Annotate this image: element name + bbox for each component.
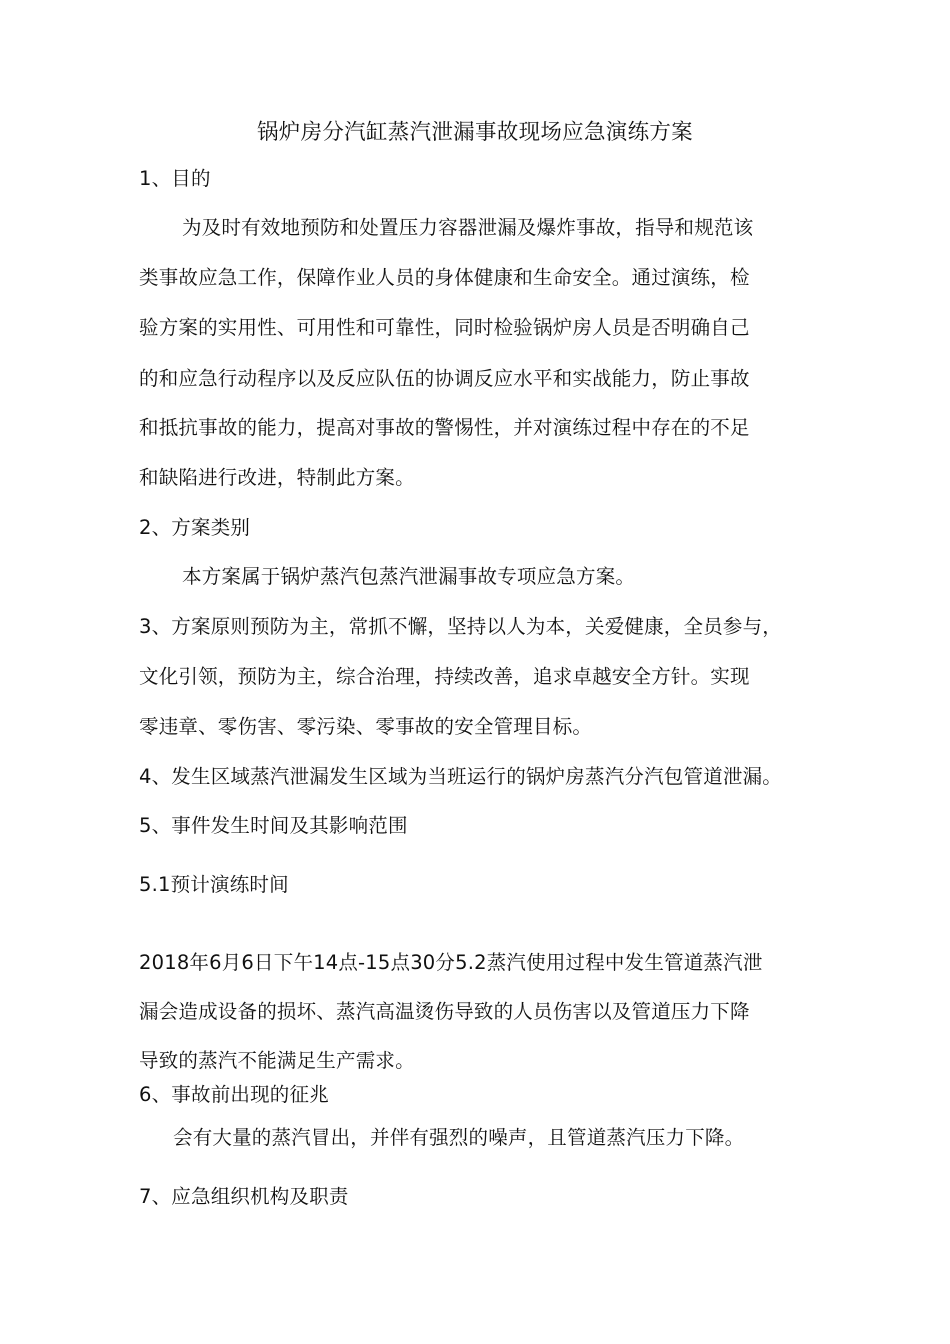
document-title: 锅炉房分汽缸蒸汽泄漏事故现场应急演练方案 bbox=[256, 120, 693, 145]
paragraph-line: 零违章、零伤害、零污染、零事故的安全管理目标。 bbox=[139, 715, 593, 738]
section-2-heading: 2、方案类别 bbox=[139, 516, 251, 539]
paragraph-line: 2018年6月6日下午14点-15点30分5.2蒸汽使用过程中发生管道蒸汽泄 bbox=[139, 951, 763, 974]
section-1-heading: 1、目的 bbox=[139, 167, 211, 190]
paragraph-line: 为及时有效地预防和处置压力容器泄漏及爆炸事故，指导和规范该 bbox=[182, 216, 754, 239]
section-7-heading: 7、应急组织机构及职责 bbox=[139, 1185, 349, 1208]
paragraph-line: 验方案的实用性、可用性和可靠性，同时检验锅炉房人员是否明确自己 bbox=[139, 316, 750, 339]
paragraph-line: 的和应急行动程序以及反应队伍的协调反应水平和实战能力，防止事故 bbox=[139, 367, 750, 390]
paragraph-line: 文化引领，预防为主，综合治理，持续改善，追求卓越安全方针。实现 bbox=[139, 665, 750, 688]
section-5-1-heading: 5.1预计演练时间 bbox=[139, 873, 289, 896]
section-6-heading: 6、事故前出现的征兆 bbox=[139, 1083, 329, 1106]
paragraph-line: 类事故应急工作，保障作业人员的身体健康和生命安全。通过演练，检 bbox=[139, 266, 750, 289]
section-3-line: 3、方案原则预防为主，常抓不懈，坚持以人为本，关爱健康，全员参与， bbox=[139, 615, 783, 638]
paragraph-line: 会有大量的蒸汽冒出，并伴有强烈的噪声，且管道蒸汽压力下降。 bbox=[173, 1126, 745, 1149]
paragraph-line: 和抵抗事故的能力，提高对事故的警惕性，并对演练过程中存在的不足 bbox=[139, 416, 750, 439]
section-4-line: 4、发生区域蒸汽泄漏发生区域为当班运行的锅炉房蒸汽分汽包管道泄漏。 bbox=[139, 765, 783, 788]
paragraph-line: 漏会造成设备的损坏、蒸汽高温烫伤导致的人员伤害以及管道压力下降 bbox=[139, 1000, 750, 1023]
paragraph-line: 本方案属于锅炉蒸汽包蒸汽泄漏事故专项应急方案。 bbox=[182, 565, 636, 588]
paragraph-line: 导致的蒸汽不能满足生产需求。 bbox=[139, 1049, 415, 1072]
paragraph-line: 和缺陷进行改进，特制此方案。 bbox=[139, 466, 415, 489]
section-5-heading: 5、事件发生时间及其影响范围 bbox=[139, 814, 408, 837]
